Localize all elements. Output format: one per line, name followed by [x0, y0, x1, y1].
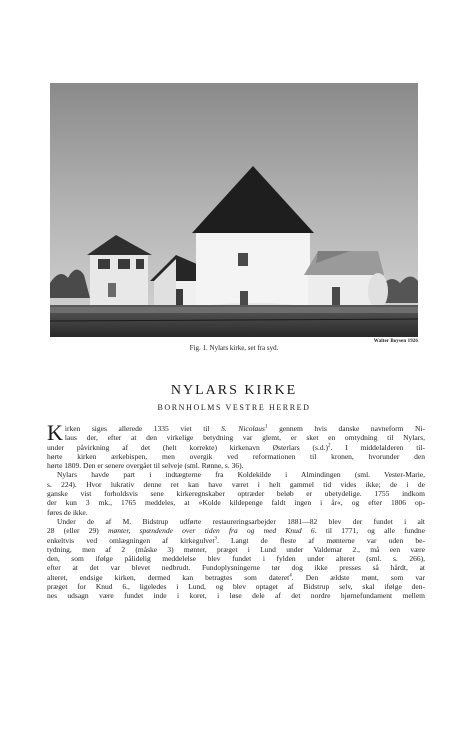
drop-cap: K [47, 420, 63, 445]
text-line: enkeltvis ved omlægningen af kirkegulvet$^3$. Langt de fleste af mønterne var uden be- [47, 535, 425, 545]
paragraph-1 [47, 420, 426, 471]
text-line: føres de ikke. [47, 507, 88, 517]
text-line: tydning, men af 2 (måske 3) mønter, præget i Lund under Valdemar 2., må een være [47, 544, 425, 554]
text-line: alteret, endsige kirken, dermed kan betragtes som dateret$^4$. Den ældste mønt, som var [47, 572, 425, 582]
text-line: s. 224). Hvor lukrativ denne ret kan have været i helt gammel tid vides ikke; de i de [47, 479, 425, 489]
photo-credit: Walter Boysen 1926 [373, 339, 418, 344]
text-line: der kun 3 mk., 1765 meddeles, at »Kolde kildepenge faldt ingen i år«, og efter 1806 op- [47, 498, 425, 508]
paragraph-2 [47, 470, 425, 516]
body-text [47, 420, 426, 601]
text-line: irken siges allerede 1335 viet til S. Nicolaus$^1$ gennem hvis danske navneform Ni- [64, 424, 426, 433]
text-line: den, som ifølge pålidelig meddelelse blev fundet i fylden under alteret (sml. s. 266), [47, 554, 425, 564]
page-subtitle: BORNHOLMS VESTRE HERRED [157, 403, 311, 412]
text-line: Under de af M. Bidstrup udførte restaureringsarbejder 1881—82 blev der fundet i alt [57, 516, 425, 526]
paragraph-3 [47, 517, 425, 601]
text-line: hørte kirken ærkebispen, men overgik ved reformationen til kronen, hvorunder den [47, 451, 425, 461]
page-title: NYLARS KIRKE [170, 383, 298, 398]
text-line: Nylars havde part i indtægterne fra Koldekilde i Almindingen (sml. Vester-Marie, [57, 470, 425, 480]
text-line: under påvirkning af det (helt korrekte) kirkenavn Østerlars $(s.d.)^2$. I middelalderen til- [47, 442, 425, 452]
text-line: efter at det var blevet nedbrudt. Fundoplysningerne tør dog ikke presses så hårdt, at [47, 563, 425, 573]
text-line: nes udsagn være fundet inde i koret, i løse dele af det nordre hjørnefundament mellem [47, 591, 425, 601]
text-line: 28 (eller 29) mønter, spændende over tiden fra og med Knud 6. til 1771, og alle fundne [47, 526, 426, 536]
text-line: præget for Knud 6., ligeledes i Lund, og blev optaget af Bidstrup selv, skal ifølge den- [47, 582, 425, 592]
text-line: ganske vist forholdsvis sene kirkeregnskaber optræder beløb er ubetydelige. 1755 indkom [47, 489, 425, 499]
text-line: laus der, efter at den virkelige betydning var glemt, er sket en omtydning til Nylars, [64, 433, 425, 443]
figure-caption: Fig. 1. Nylars kirke, set fra syd. [189, 344, 279, 352]
church-photograph [50, 83, 418, 337]
text-line: hørte 1809. Den er senere overgået til selveje (sml. Rønne, s. 36). [47, 461, 244, 471]
